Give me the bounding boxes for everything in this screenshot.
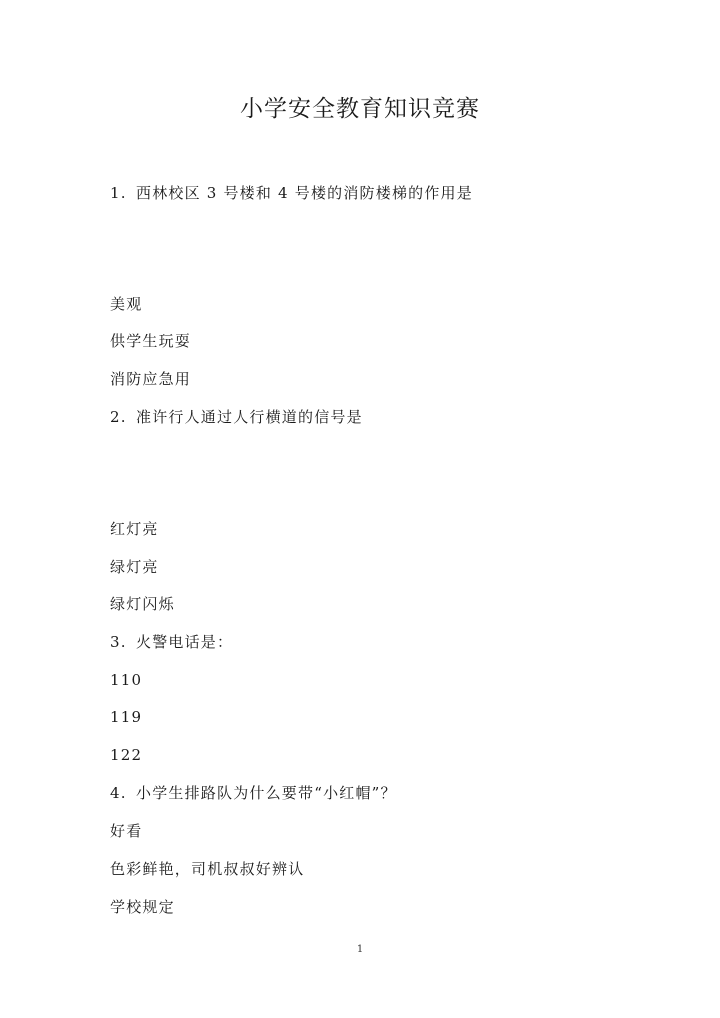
option-4b: 色彩鲜艳，司机叔叔好辨认	[110, 860, 305, 878]
option-1a: 美观	[110, 295, 143, 313]
question-text: 火警电话是：	[136, 633, 234, 651]
question-2	[110, 407, 363, 427]
option-3b: 119	[110, 708, 143, 726]
option-2c: 绿灯闪烁	[110, 595, 175, 613]
question-number: 2.	[110, 408, 127, 426]
question-text: 西林校区 3 号楼和 4 号楼的消防楼梯的作用是	[136, 184, 473, 202]
option-4a: 好看	[110, 822, 143, 840]
question-number: 4.	[110, 784, 127, 802]
question-3	[110, 632, 233, 652]
option-2b: 绿灯亮	[110, 558, 159, 576]
question-text: 小学生排路队为什么要带“小红帽”？	[136, 784, 397, 802]
option-3a: 110	[110, 671, 143, 689]
option-2a: 红灯亮	[110, 520, 159, 538]
page-number: 1	[356, 944, 364, 955]
option-3c: 122	[110, 746, 143, 764]
question-number: 1.	[110, 184, 127, 202]
option-1b: 供学生玩耍	[110, 332, 192, 350]
option-1c: 消防应急用	[110, 370, 192, 388]
question-number: 3.	[110, 633, 127, 651]
question-text: 准许行人通过人行横道的信号是	[136, 408, 363, 426]
question-1	[110, 183, 473, 203]
question-4	[110, 783, 397, 803]
option-4c: 学校规定	[110, 898, 175, 916]
document-title: 小学安全教育知识竞赛	[240, 96, 480, 122]
